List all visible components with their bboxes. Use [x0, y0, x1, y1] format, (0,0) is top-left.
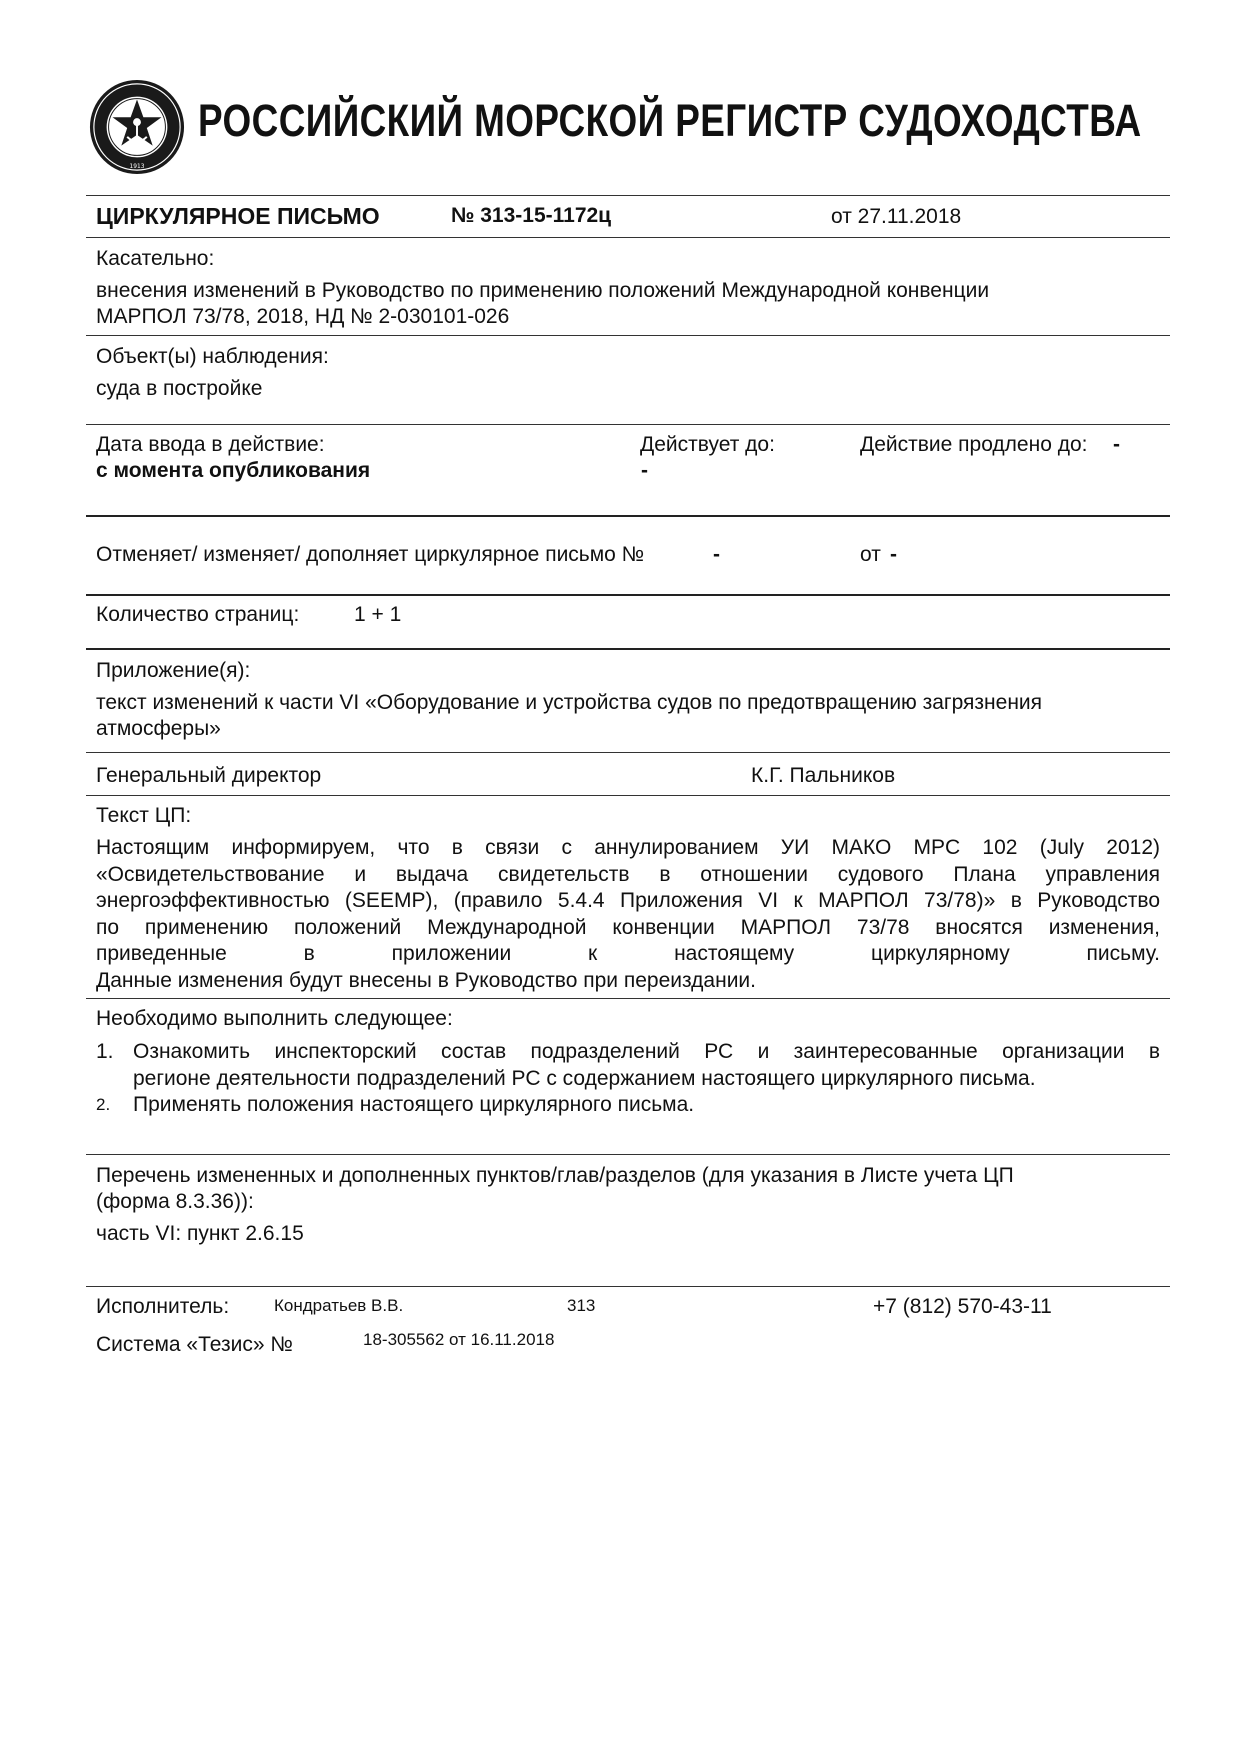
executor-label: Исполнитель:: [96, 1295, 230, 1318]
pages-label: Количество страниц:: [96, 603, 300, 626]
effective-date-value: с момента опубликования: [96, 459, 371, 482]
cancels-from-value: -: [890, 543, 897, 566]
body-line: по применению положений Международной конвенции МАРПОЛ 73/78 вносятся изменения,: [96, 915, 1160, 939]
extended-value: -: [1113, 433, 1120, 456]
action-item: [96, 1092, 1160, 1119]
divider: [86, 594, 1170, 596]
changes-label-line-1: Перечень измененных и дополненных пунктов/глав/разделов (для указания в Листе учета ЦП: [96, 1164, 1014, 1187]
action-line: Ознакомить инспекторский состав подразделений РС и заинтересованные организации в: [133, 1040, 1160, 1063]
actions-label: Необходимо выполнить следующее:: [96, 1007, 453, 1030]
appendix-line-2: атмосферы»: [96, 717, 221, 740]
director-name: К.Г. Пальников: [751, 764, 896, 787]
objects-value: суда в постройке: [96, 377, 263, 400]
body-line: «Освидетельствование и выдача свидетельств в отношении судового Плана управления: [96, 862, 1160, 886]
body-line: энергоэффективностью (SEEMP), (правило 5.4.4 Приложения VI к МАРПОЛ 73/78)» в Руководство: [96, 889, 1160, 912]
executor-name: Кондратьев В.В.: [274, 1296, 404, 1315]
divider: [86, 424, 1170, 425]
system-label: Система «Тезис» №: [96, 1333, 293, 1356]
divider: [86, 1154, 1170, 1155]
divider: [86, 998, 1170, 999]
action-item: [96, 1039, 1160, 1092]
appendix-line-1: текст изменений к части VI «Оборудование и устройства судов по предотвращению загрязнения: [96, 691, 1043, 714]
divider: [86, 515, 1170, 517]
divider: [86, 648, 1170, 650]
divider: [86, 237, 1170, 238]
body-line: Настоящим информируем, что в связи с аннулированием УИ МАКО MPC 102 (July 2012): [96, 836, 1160, 859]
logo-year: 1913: [129, 164, 145, 171]
cancels-label: Отменяет/ изменяет/ дополняет циркулярное письмо №: [96, 543, 645, 566]
action-number: 1.: [96, 1040, 114, 1063]
extended-label: Действие продлено до:: [860, 433, 1088, 456]
letter-type: ЦИРКУЛЯРНОЕ ПИСЬМО: [96, 203, 380, 229]
cancels-from-label: от: [860, 543, 881, 566]
letter-date: от 27.11.2018: [831, 205, 962, 228]
action-line: регионе деятельности подразделений РС с содержанием настоящего циркулярного письма.: [133, 1066, 1036, 1090]
concerning-line-1: внесения изменений в Руководство по применению положений Международной конвенции: [96, 279, 990, 302]
changes-label-line-2: (форма 8.3.36)):: [96, 1190, 254, 1213]
body-line: приведенные в приложении к настоящему циркулярному письму.: [96, 942, 1160, 965]
valid-until-label: Действует до:: [640, 433, 775, 456]
executor-ext: 313: [567, 1296, 596, 1315]
pages-value: 1 + 1: [354, 603, 402, 626]
register-logo-icon: [88, 78, 186, 176]
system-value: 18-305562 от 16.11.2018: [363, 1330, 555, 1349]
valid-until-value: -: [641, 459, 648, 482]
objects-label: Объект(ы) наблюдения:: [96, 345, 329, 368]
changes-value: часть VI: пункт 2.6.15: [96, 1222, 304, 1245]
concerning-label: Касательно:: [96, 247, 215, 270]
divider: [86, 752, 1170, 753]
body-label: Текст ЦП:: [96, 804, 192, 827]
action-number: 2.: [96, 1095, 111, 1114]
appendix-label: Приложение(я):: [96, 659, 251, 682]
divider: [86, 335, 1170, 336]
divider: [86, 195, 1170, 196]
cancels-number-value: -: [713, 543, 720, 566]
body-line: Данные изменения будут внесены в Руководство при переиздании.: [96, 968, 756, 992]
body-text: [96, 835, 1160, 994]
director-title: Генеральный директор: [96, 764, 322, 787]
concerning-line-2: МАРПОЛ 73/78, 2018, НД № 2-030101-026: [96, 305, 510, 328]
executor-phone: +7 (812) 570-43-11: [873, 1295, 1052, 1318]
org-name: РОССИЙСКИЙ МОРСКОЙ РЕГИСТР СУДОХОДСТВА: [198, 95, 1142, 146]
divider: [86, 795, 1170, 796]
action-line: Применять положения настоящего циркулярного письма.: [133, 1093, 695, 1116]
letter-number: № 313-15-1172ц: [451, 204, 612, 227]
divider: [86, 1286, 1170, 1287]
effective-date-label: Дата ввода в действие:: [96, 433, 325, 456]
